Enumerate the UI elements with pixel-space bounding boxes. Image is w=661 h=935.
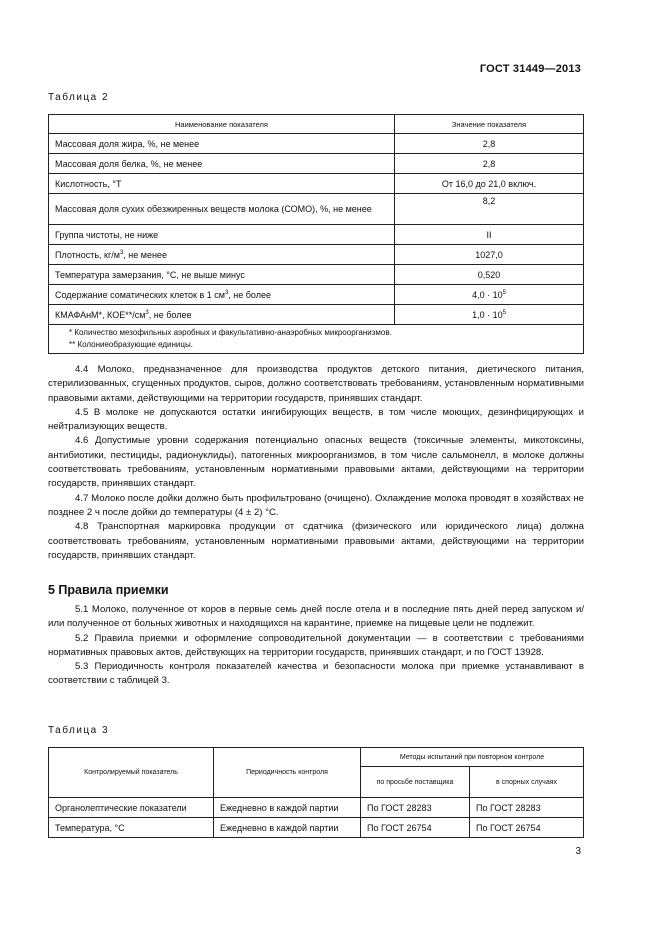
page-number: 3 [575,846,581,857]
table2-cell-name: Содержание соматических клеток в 1 $см^3$, не более [49,285,395,305]
paragraph: 4.5 В молоке не допускаются остатки ингибирующих веществ, в том числе моющих, дезинфицирующих и нейтрализующих веществ. [48,406,584,433]
table2-cell-name: Массовая доля жира, %, не менее [49,134,395,154]
table-row [49,174,584,194]
table2-footnote-row [49,325,584,354]
table3-cell-period: Ежедневно в каждой партии [214,818,361,838]
paragraph: 5.2 Правила приемки и оформление сопроводительной документации — в соответствии с требованиями нормативных правовых актов, действующих на территории государств, принявших стандарт, и по ГОСТ 13928. [48,632,584,658]
table2-cell-value: $4,0 \cdot 10^5$ [395,285,584,305]
table2-header-name: Наименование показателя [49,115,395,134]
table-row [49,134,584,154]
paragraph: 4.7 Молоко после дойки должно быть профильтровано (очищено). Охлаждение молока проводят в хозяйствах не позднее 2 ч после дойки до температуры (4 ± 2) °С. [48,492,584,518]
table2-cell-name: Плотность, $кг/м^3$, не менее [49,245,395,265]
paragraph: 4.6 Допустимые уровни содержания потенциально опасных веществ (токсичные элементы, микотоксины, антибиотики, пестициды, радионуклиды), патогенных микроорганизмов, в том числе сальмонелл, в молоке должны соответствовать требованиям, установленным нормативными правовыми актами, действующими на территории государств, принявших стандарт. [48,435,584,490]
table2-cell-value: 1027,0 [395,245,584,265]
table3-cell-request: По ГОСТ 26754 [361,818,470,838]
table-row [49,265,584,285]
table2-cell-name: Температура замерзания, °С, не выше минус [49,265,395,285]
table2-cell-value: II [395,225,584,245]
table2-cell-value: 8,2 [395,194,584,225]
table3-cell-period: Ежедневно в каждой партии [214,798,361,818]
table3-cell-dispute: По ГОСТ 26754 [470,818,584,838]
table3 [48,747,584,838]
table-row [49,798,584,818]
table2-cell-name: Кислотность, °Т [49,174,395,194]
table2-cell-name: Массовая доля белка, %, не менее [49,154,395,174]
table2-cell-value: 2,8 [395,154,584,174]
table2-cell-value: От 16,0 до 21,0 включ. [395,174,584,194]
footnote: * Количество мезофильных аэробных и факультативно-анаэробных микроорганизмов. [69,328,392,337]
table3-caption: Таблица 3 [48,725,110,736]
paragraph: 4.8 Транспортная маркировка продукции от сдатчика (физического или юридического лица) должна соответствовать требованиям, установленным нормативными правовыми актами, действующими на территории государств, принявших стандарт. [48,521,584,561]
table-row [49,285,584,305]
paragraphs-section-5 [48,603,584,689]
paragraph: 4.4 Молоко, предназначенное для производства продуктов детского питания, диетического питания, стерилизованных, сгущенных продуктов, сыров, должно соответствовать требованиям, установленным нормативными правовыми актами, действующими на территории государств, принявших стандарт. [48,364,584,404]
table2-cell-value: 0,520 [395,265,584,285]
table3-header-request: по просьбе поставщика [361,767,470,798]
table3-header-dispute: в спорных случаях [470,767,584,798]
table2-cell-name: Массовая доля сухих обезжиренных веществ молока (СОМО), %, не менее [49,194,395,225]
table2-cell-value: 2,8 [395,134,584,154]
table-row [49,194,584,225]
table-row [49,305,584,325]
table2-header-row [49,115,584,134]
table2-cell-name: Группа чистоты, не ниже [49,225,395,245]
table3-header-methods: Методы испытаний при повторном контроле [361,748,584,767]
table2-caption: Таблица 2 [48,92,110,103]
paragraph: 5.3 Периодичность контроля показателей качества и безопасности молока при приемке устанавливают в соответствии с таблицей 3. [48,661,584,687]
table2-header-value: Значение показателя [395,115,584,134]
table-row [49,245,584,265]
paragraph: 5.1 Молоко, полученное от коров в первые семь дней после отела и в последние пять дней перед запуском и/или полученное от больных животных и находящихся на карантине, приемке на пищевые цели не подлежит. [48,604,584,630]
table2 [48,114,584,354]
section-title: 5 Правила приемки [48,583,169,597]
table-row [49,154,584,174]
footnote: ** Колониеобразующие единицы. [69,340,193,349]
table2-cell-value: $1,0 \cdot 10^5$ [395,305,584,325]
table3-header-row [49,748,584,767]
table2-cell-name: КМАФАнМ*, $КОЕ**/см^3$, не более [49,305,395,325]
table3-cell-request: По ГОСТ 28283 [361,798,470,818]
document-code: ГОСТ 31449—2013 [479,63,581,75]
table2-footnotes [49,325,584,354]
paragraphs-section-4 [48,363,584,563]
table3-header-period: Периодичность контроля [214,748,361,798]
table3-cell-dispute: По ГОСТ 28283 [470,798,584,818]
table-row [49,225,584,245]
table-row [49,818,584,838]
table3-cell-indicator: Температура, °С [49,818,214,838]
table3-cell-indicator: Органолептические показатели [49,798,214,818]
table3-header-indicator: Контролируемый показатель [49,748,214,798]
